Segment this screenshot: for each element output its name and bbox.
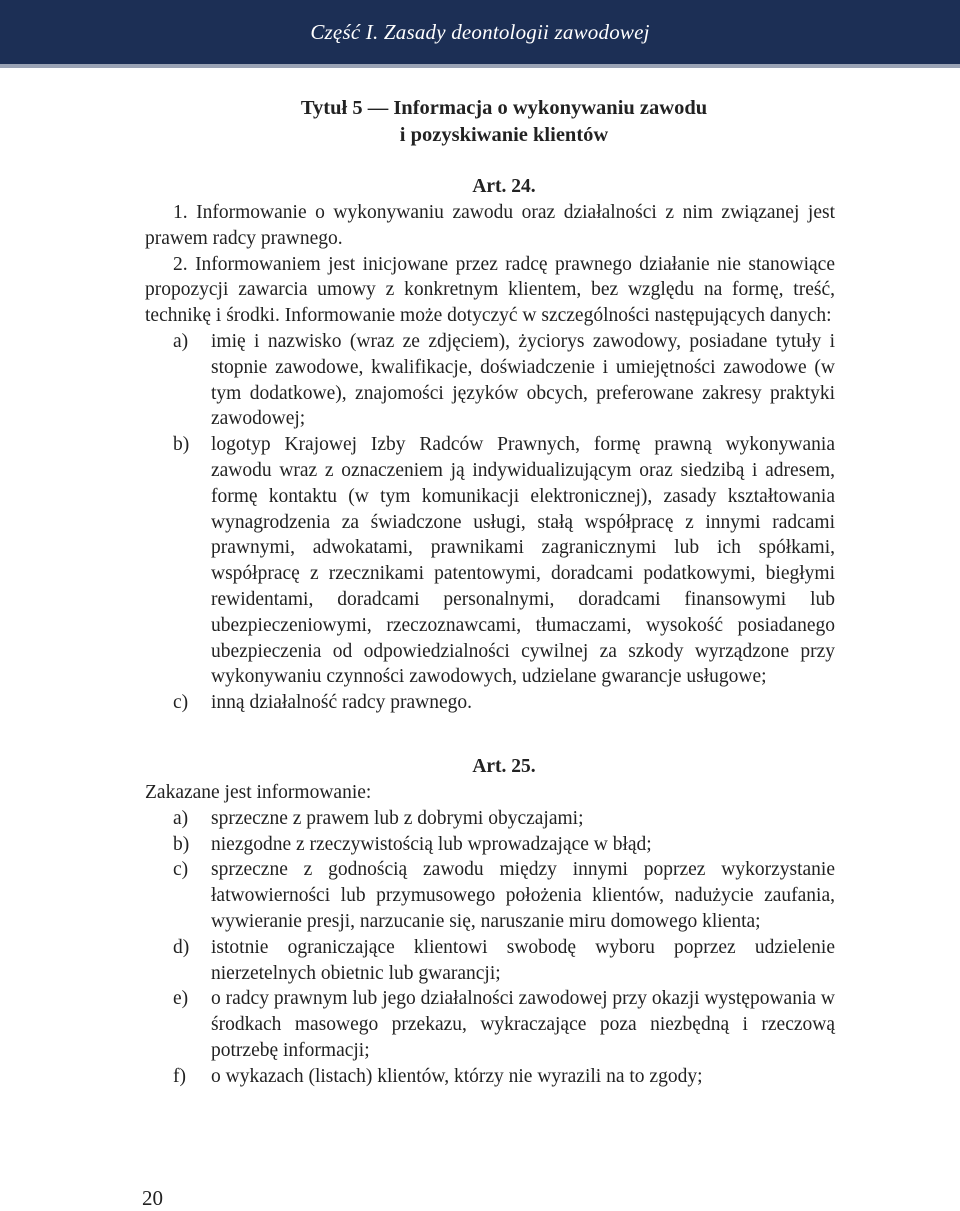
article-24-paragraph-2: 2. Informowaniem jest inicjowane przez radcę prawnego działanie nie stanowiące propozycji zawarcia umowy z konkretnym klientem, bez względu na formę, treść, technikę i środki. Informowanie może dotyczyć w szczególności następujących danych: bbox=[145, 253, 835, 327]
list-item-letter: b) bbox=[173, 833, 190, 855]
list-item-letter: a) bbox=[173, 807, 189, 829]
list-item-letter: b) bbox=[173, 434, 190, 456]
list-item-letter: a) bbox=[173, 330, 189, 352]
section-title-line1: Tytuł 5 — Informacja o wykonywaniu zawodu bbox=[300, 97, 708, 119]
header-divider bbox=[0, 64, 960, 68]
list-item bbox=[145, 806, 835, 832]
list-item bbox=[145, 1064, 835, 1090]
article-24-paragraph-1: 1. Informowanie o wykonywaniu zawodu oraz działalności z nim związanej jest prawem radcy prawnego. bbox=[145, 202, 835, 249]
list-item-letter: e) bbox=[173, 988, 189, 1010]
list-item-text: o wykazach (listach) klientów, którzy nie wyrazili na to zgody; bbox=[211, 1065, 703, 1087]
list-item-letter: c) bbox=[173, 692, 189, 714]
list-item-letter: c) bbox=[173, 859, 189, 881]
list-item-letter: f) bbox=[173, 1065, 186, 1087]
section-title bbox=[173, 95, 835, 149]
article-25-heading: Art. 25. bbox=[472, 755, 536, 777]
running-header bbox=[0, 0, 960, 64]
list-item-text: inną działalność radcy prawnego. bbox=[211, 692, 472, 714]
article-25-list bbox=[145, 806, 835, 1090]
page-content bbox=[145, 95, 835, 1090]
section-title-line2: i pozyskiwanie klientów bbox=[399, 124, 609, 146]
list-item bbox=[145, 935, 835, 987]
list-item-text: logotyp Krajowej Izby Radców Prawnych, formę prawną wykonywania zawodu wraz z oznaczeniem ją indywidualizującym oraz siedzibą i adresem, formę kontaktu (w tym komunikacji elektronicznej), zasady kształtowania wynagrodzenia za świadczone usługi, stałą współpracę z innymi radcami prawnymi, adwokatami, prawnikami zagranicznymi lub ich spółkami, współpracę z rzecznikami patentowymi, doradcami podatkowymi, biegłymi rewidentami, doradcami personalnymi, doradcami finansowymi lub ubezpieczeniowymi, rzeczoznawcami, tłumaczami, wysokość posiadanego ubezpieczenia od odpowiedzialności cywilnej za szkody wyrządzone przy wykonywaniu czynności zawodowych, udzielane gwarancje usługowe; bbox=[211, 434, 835, 688]
list-item-letter: d) bbox=[173, 936, 190, 958]
page-number: 20 bbox=[142, 1186, 163, 1210]
list-item bbox=[145, 857, 835, 934]
list-item bbox=[145, 432, 835, 690]
list-item bbox=[145, 832, 835, 858]
list-item-text: niezgodne z rzeczywistością lub wprowadzające w błąd; bbox=[211, 833, 652, 855]
article-24-heading: Art. 24. bbox=[472, 176, 536, 197]
list-item bbox=[145, 329, 835, 432]
running-title: Część I. Zasady deontologii zawodowej bbox=[310, 19, 650, 44]
list-item-text: sprzeczne z godnością zawodu między innymi poprzez wykorzystanie łatwowierności lub przymusowego położenia klientów, nadużycie zaufania, wywieranie presji, narzucanie się, naruszanie miru domowego klienta; bbox=[211, 859, 835, 932]
list-item-text: imię i nazwisko (wraz ze zdjęciem), życiorys zawodowy, posiadane tytuły i stopnie zawodowe, kwalifikacje, doświadczenie i umiejętności zawodowe (w tym dodatkowe), znajomości języków obcych, preferowane zakresy praktyki zawodowej; bbox=[211, 330, 835, 430]
list-item-text: istotnie ograniczające klientowi swobodę wyboru poprzez udzielenie nierzetelnych obietnic lub gwarancji; bbox=[211, 936, 835, 984]
list-item bbox=[145, 690, 835, 716]
article-24-list bbox=[145, 329, 835, 716]
list-item-text: sprzeczne z prawem lub z dobrymi obyczajami; bbox=[211, 807, 584, 829]
list-item bbox=[145, 986, 835, 1063]
article-25-intro: Zakazane jest informowanie: bbox=[145, 781, 372, 803]
list-item-text: o radcy prawnym lub jego działalności zawodowej przy okazji występowania w środkach masowego przekazu, wykraczające poza niezbędną i rzeczową potrzebę informacji; bbox=[211, 988, 835, 1061]
